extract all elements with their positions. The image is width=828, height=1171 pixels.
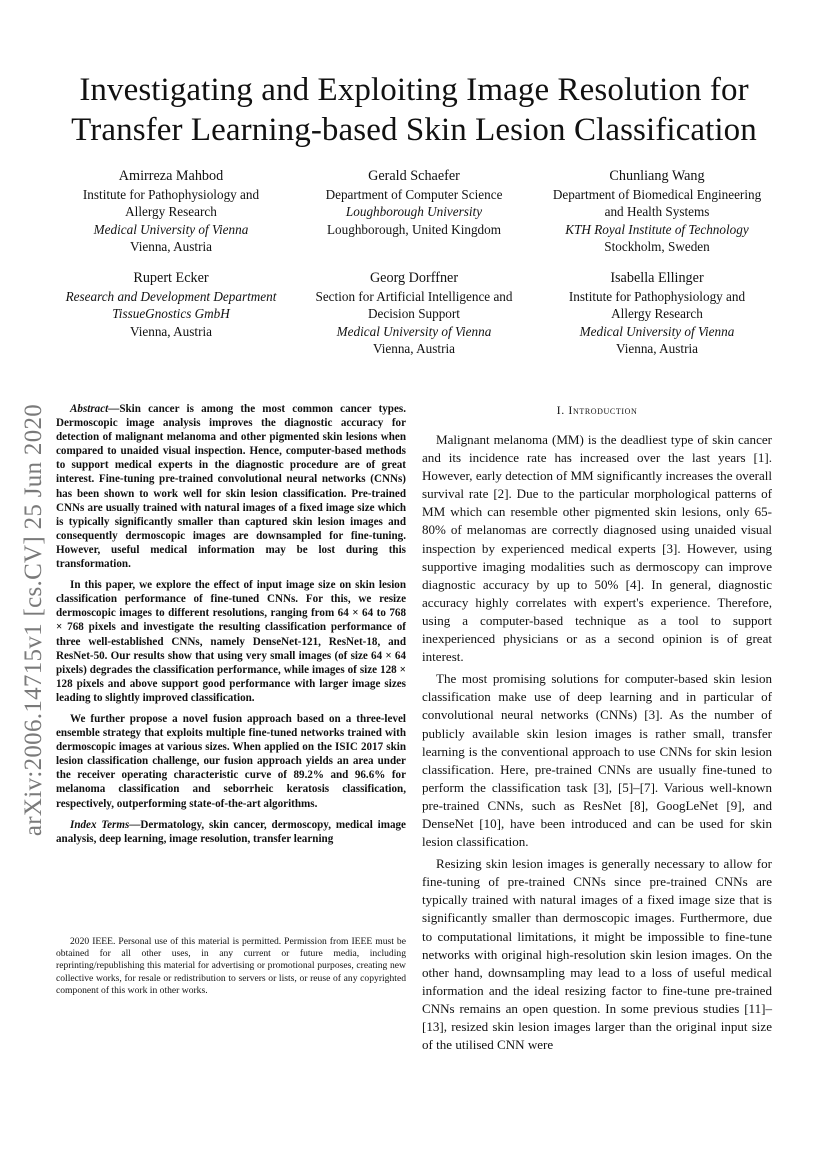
abstract-text: —Skin cancer is among the most common cancer types. Dermoscopic image analysis improves the diagnostic accuracy for detection of malignant melanoma and other pigmented skin lesions when compared to unaided visual inspection. Hence, computer-based methods to support medical experts in the diagnostic procedure are of great interest. Fine-tuning pre-trained convolutional neural networks (CNNs) has been shown to work well for skin lesion classification. Pre-trained CNNs are usually trained with natural images of a fixed image size which is typically significantly smaller than captured skin lesion images and consequently dermoscopic images are downsampled for fine-tuning. However, useful medical information may be lost during this transformation. bbox=[56, 403, 406, 571]
author-name: Rupert Ecker bbox=[133, 270, 209, 287]
abstract-paragraph bbox=[56, 402, 406, 571]
author-name: Amirreza Mahbod bbox=[118, 168, 224, 184]
author-affiliation-line: Section for Artificial Intelligence and bbox=[315, 289, 513, 305]
author-name: Georg Dorffner bbox=[369, 270, 459, 287]
author-affiliation-line: Vienna, Austria bbox=[130, 323, 212, 339]
author-name: Isabella Ellinger bbox=[610, 270, 704, 287]
body-paragraph: Malignant melanoma (MM) is the deadliest type of skin cancer and its incidence rate has increased over the last years [1]. However, early detection of MM significantly increases the overall survival rate [2]. Due to the particular morphological patterns of MM which can resemble other pigmented skin lesions, only 65-80% of melanomas are correctly diagnosed using unaided visual inspection by experienced medical experts [3]. However, using supportive imaging modalities such as dermoscopy can improve diagnostic accuracy by up to 50% [4]. In general, diagnostic accuracy highly correlates with expert's experience. Therefore, using a computer-based technique as a tool to support inexperienced physicians or as a second opinion is of great interest. bbox=[422, 432, 772, 665]
introduction-section bbox=[422, 402, 772, 1058]
section-title: Introduction bbox=[568, 403, 638, 417]
author-affiliation-line: Allergy Research bbox=[125, 204, 217, 220]
author-affiliation-line: Medical University of Vienna bbox=[579, 323, 735, 339]
author-affiliation-line: Institute for Pathophysiology and bbox=[82, 187, 260, 203]
author-row bbox=[50, 168, 778, 255]
body-paragraph: The most promising solutions for computer-based skin lesion classification make use of deep learning and in particular of convolutional neural networks (CNNs) [3]. As the number of publicly available skin lesion images is rather small, transfer learning is the conventional approach to use CNNs for skin lesion classification. Here, pre-trained CNNs are usually fine-tuned to perform the classification task [3], [5]–[7]. Various well-known pre-trained CNNs, such as ResNet [8], GoogLeNet [9], and DenseNet [10], have been introduced and can be used for skin lesion classification. bbox=[422, 671, 772, 850]
author-name: Gerald Schaefer bbox=[368, 168, 460, 184]
author-affiliation-line: Vienna, Austria bbox=[373, 340, 455, 356]
author-card bbox=[536, 168, 778, 255]
author-affiliation-line: Stockholm, Sweden bbox=[604, 238, 710, 254]
author-affiliation-line: Department of Computer Science bbox=[325, 187, 503, 203]
author-affiliation-line: Allergy Research bbox=[611, 306, 703, 322]
section-heading bbox=[422, 403, 772, 418]
index-terms-text: —Dermatology, skin cancer, dermoscopy, medical image analysis, deep learning, image resolution, transfer learning bbox=[56, 818, 406, 845]
body-paragraph: Resizing skin lesion images is generally necessary to allow for fine-tuning of pre-trained CNNs since pre-trained CNNs are typically trained with natural images of a fixed image size that is significantly smaller than dermoscopic images. Furthermore, due to computational limitations, it might be impossible to fine-tune networks with original high-resolution skin lesion images. On the other hand, downsampling may lead to a loss of useful medical information and the ideal resizing factor to fine-tune pre-trained CNNs remains an open question. In some previous studies [11]–[13], resized skin lesion images larger than the original input size of the utilised CNN were bbox=[422, 856, 772, 1053]
author-affiliation-line: Decision Support bbox=[368, 306, 460, 322]
author-affiliation-line: Medical University of Vienna bbox=[93, 221, 249, 237]
author-affiliation-line: Department of Biomedical Engineering bbox=[552, 187, 762, 203]
author-card bbox=[50, 168, 292, 255]
abstract-paragraph: In this paper, we explore the effect of input image size on skin lesion classification performance of fine-tuned CNNs. For this, we resize dermoscopic images to different resolutions, ranging from 64 × 64 to 768 × 768 pixels and investigate the resulting classification performance of three well-established CNNs, namely DenseNet-121, ResNet-18, and ResNet-50. Our results show that using very small images (of size 64 × 64 pixels) degrades the classification performance, while images of size 128 × 128 pixels and above support good performance with larger image sizes leading to slightly improved classification. bbox=[56, 579, 406, 704]
abstract-label: Abstract bbox=[70, 403, 109, 415]
index-terms bbox=[56, 818, 406, 846]
paper-title: Investigating and Exploiting Image Resolution for Transfer Learning-based Skin Lesion Classification bbox=[71, 72, 757, 148]
author-affiliation-line: Vienna, Austria bbox=[130, 238, 212, 254]
author-card bbox=[293, 168, 535, 255]
author-affiliation-line: and Health Systems bbox=[604, 204, 710, 220]
author-affiliation-line: Loughborough, United Kingdom bbox=[327, 221, 501, 237]
arxiv-identifier-stamp bbox=[8, 360, 60, 880]
index-terms-label: Index Terms bbox=[70, 818, 130, 831]
author-affiliation-line: Medical University of Vienna bbox=[336, 323, 492, 339]
abstract-section bbox=[56, 402, 406, 853]
copyright-notice: 2020 IEEE. Personal use of this material is permitted. Permission from IEEE must be obtained for all other uses, in any current or future media, including reprinting/republishing this material for advertising or promotional purposes, creating new collective works, for resale or redistribution to servers or lists, or reuse of any copyrighted component of this work in other works. bbox=[56, 936, 406, 996]
author-card bbox=[50, 270, 292, 357]
author-affiliation-line: Research and Development Department bbox=[65, 289, 277, 305]
author-name: Chunliang Wang bbox=[609, 168, 705, 184]
author-block bbox=[50, 168, 778, 357]
section-number: I. bbox=[556, 403, 569, 417]
author-affiliation-line: TissueGnostics GmbH bbox=[112, 306, 230, 322]
author-affiliation-line: KTH Royal Institute of Technology bbox=[565, 221, 749, 237]
author-affiliation-line: Institute for Pathophysiology and bbox=[568, 289, 746, 305]
arxiv-identifier-text: arXiv:2006.14715v1 [cs.CV] 25 Jun 2020 bbox=[20, 403, 47, 837]
author-row bbox=[50, 270, 778, 357]
abstract-paragraph: We further propose a novel fusion approach based on a three-level ensemble strategy that exploits multiple fine-tuned networks trained with dermoscopic images at various sizes. When applied on the ISIC 2017 skin lesion classification challenge, our fusion approach yields an area under the receiver operating characteristic curve of 89.2% and 96.6% for melanoma classification and seborrheic keratosis classification, respectively, outperforming state-of-the-art algorithms. bbox=[56, 712, 406, 810]
author-card bbox=[536, 270, 778, 357]
author-affiliation-line: Vienna, Austria bbox=[616, 340, 698, 356]
author-affiliation-line: Loughborough University bbox=[345, 204, 483, 220]
author-card bbox=[293, 270, 535, 357]
